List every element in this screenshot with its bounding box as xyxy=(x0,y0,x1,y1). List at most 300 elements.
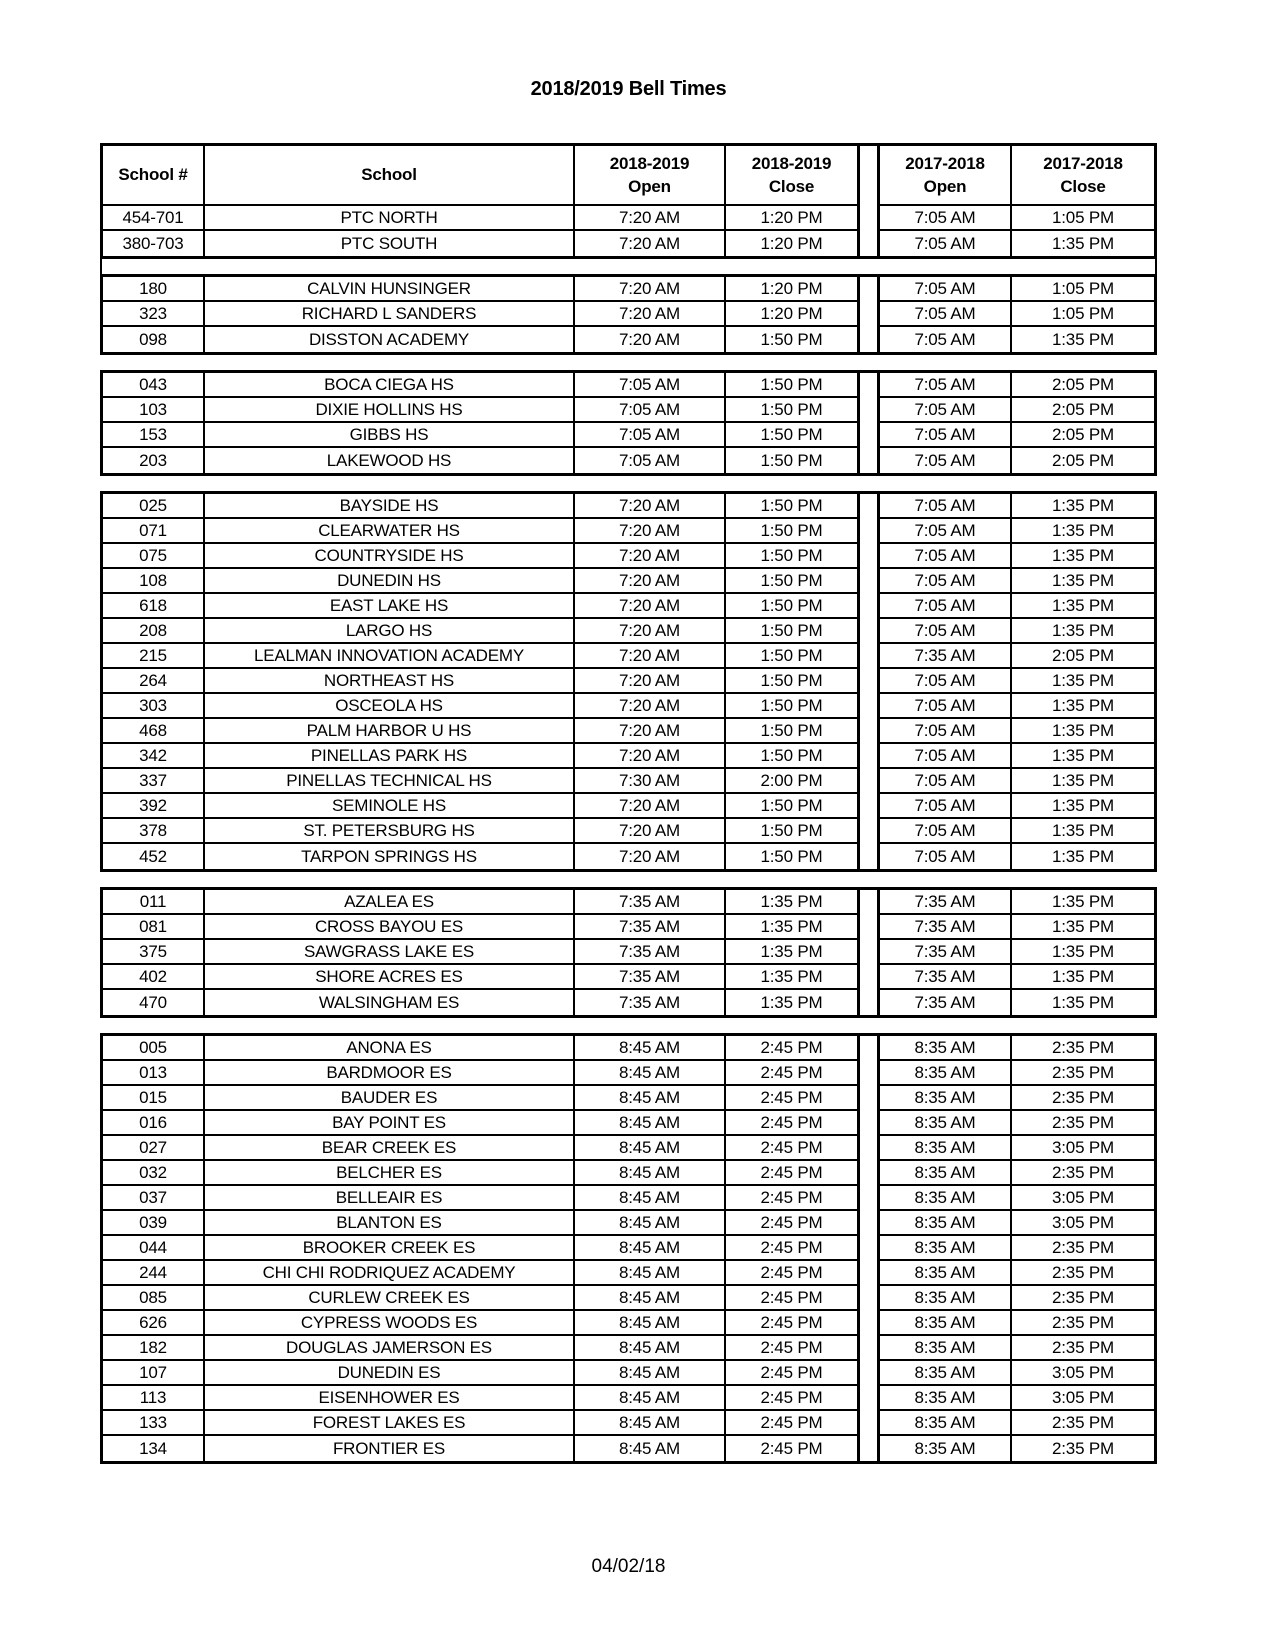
open-2018-cell: 7:35 AM xyxy=(575,940,726,965)
table-row-left xyxy=(103,719,857,744)
block-gap xyxy=(100,1018,1157,1033)
school-number-cell: 468 xyxy=(103,719,205,744)
close-2017-cell: 1:35 PM xyxy=(1012,694,1154,719)
open-2017-cell: 8:35 AM xyxy=(880,1361,1012,1386)
school-number-cell: 103 xyxy=(103,398,205,423)
open-2018-cell: 7:05 AM xyxy=(575,448,726,473)
page-title: 2018/2019 Bell Times xyxy=(530,78,727,100)
school-name-cell: SAWGRASS LAKE ES xyxy=(205,940,575,965)
school-number-cell: 626 xyxy=(103,1311,205,1336)
open-2017-cell: 7:05 AM xyxy=(880,794,1012,819)
school-name-cell: LARGO HS xyxy=(205,619,575,644)
close-2017-cell: 2:35 PM xyxy=(1012,1311,1154,1336)
table-row-left xyxy=(103,940,857,965)
school-number-cell: 134 xyxy=(103,1436,205,1461)
open-2017-cell: 8:35 AM xyxy=(880,1111,1012,1136)
close-2017-cell: 1:35 PM xyxy=(1012,890,1154,915)
table-block-left xyxy=(103,146,857,256)
school-name-cell: BEAR CREEK ES xyxy=(205,1136,575,1161)
open-2017-cell: 7:05 AM xyxy=(880,327,1012,352)
close-2017-cell: 2:35 PM xyxy=(1012,1286,1154,1311)
close-2018-cell: 1:50 PM xyxy=(726,569,857,594)
open-2018-cell: 8:45 AM xyxy=(575,1186,726,1211)
close-2017-cell: 2:35 PM xyxy=(1012,1336,1154,1361)
open-2017-cell: 7:35 AM xyxy=(880,990,1012,1015)
table-row-left xyxy=(103,1411,857,1436)
school-name-cell: RICHARD L SANDERS xyxy=(205,302,575,327)
school-number-cell: 454-701 xyxy=(103,206,205,231)
close-2017-cell: 2:05 PM xyxy=(1052,450,1114,470)
school-name-cell: DIXIE HOLLINS HS xyxy=(205,398,575,423)
open-2017-cell: 8:35 AM xyxy=(880,1286,1012,1311)
close-2018-cell: 1:20 PM xyxy=(760,233,823,253)
school-name-cell: PINELLAS TECHNICAL HS xyxy=(205,769,575,794)
table-row-left xyxy=(103,277,857,302)
school-name-cell: BOCA CIEGA HS xyxy=(205,373,575,398)
close-2017-cell: 1:35 PM xyxy=(1012,619,1154,644)
close-2017-cell: 1:35 PM xyxy=(1052,329,1114,349)
table-row-right xyxy=(880,1186,1154,1211)
table-header-row-left xyxy=(103,146,857,206)
school-number-cell: 452 xyxy=(103,844,205,869)
close-2018-cell: 1:35 PM xyxy=(726,940,857,965)
table-spacer-column xyxy=(857,494,880,869)
table-row-right xyxy=(880,373,1154,398)
close-2017-cell: 2:35 PM xyxy=(1012,1261,1154,1286)
table-row-right xyxy=(880,398,1154,423)
open-2017-cell: 7:05 AM xyxy=(880,373,1012,398)
close-2018-cell: 1:35 PM xyxy=(726,915,857,940)
close-2017-cell: 2:05 PM xyxy=(1012,644,1154,669)
header-close-2018-label: Close xyxy=(768,177,815,196)
table-spacer-column xyxy=(857,373,880,473)
close-2018-cell: 1:20 PM xyxy=(726,277,857,302)
table-row-left xyxy=(103,644,857,669)
school-name-cell: EAST LAKE HS xyxy=(205,594,575,619)
open-2017-cell: 7:05 AM xyxy=(880,448,1012,473)
close-2018-cell: 2:45 PM xyxy=(726,1386,857,1411)
close-2017-cell: 1:35 PM xyxy=(1012,569,1154,594)
school-number-cell: 005 xyxy=(103,1036,205,1061)
table-block-left xyxy=(103,277,857,352)
close-2018-cell: 2:45 PM xyxy=(726,1236,857,1261)
school-number-cell: 208 xyxy=(103,619,205,644)
school-number-cell: 264 xyxy=(103,669,205,694)
open-2017-cell: 7:05 AM xyxy=(880,423,1012,448)
open-2017-cell: 7:05 AM xyxy=(880,819,1012,844)
header-close-2018 xyxy=(726,146,857,206)
school-number-cell: 027 xyxy=(103,1136,205,1161)
open-2018-cell: 8:45 AM xyxy=(575,1286,726,1311)
close-2017-cell: 3:05 PM xyxy=(1012,1136,1154,1161)
school-name-cell: CLEARWATER HS xyxy=(205,519,575,544)
close-2018-cell: 1:50 PM xyxy=(726,644,857,669)
table-row-right xyxy=(880,669,1154,694)
school-name-cell: PTC NORTH xyxy=(205,206,575,231)
table-row-right xyxy=(880,1311,1154,1336)
open-2018-cell: 7:20 AM xyxy=(575,794,726,819)
table-block-right xyxy=(880,277,1154,352)
table-row-right xyxy=(880,1211,1154,1236)
close-2018-cell: 1:20 PM xyxy=(726,302,857,327)
school-number-cell: 071 xyxy=(103,519,205,544)
close-2017-cell: 2:35 PM xyxy=(1012,1111,1154,1136)
table-row-left xyxy=(103,423,857,448)
close-2018-cell: 1:50 PM xyxy=(760,450,823,470)
open-2018-cell: 7:20 AM xyxy=(575,594,726,619)
close-2018-cell: 1:50 PM xyxy=(726,494,857,519)
open-2018-cell: 7:20 AM xyxy=(575,644,726,669)
open-2017-cell: 7:35 AM xyxy=(880,644,1012,669)
table-block-right xyxy=(880,373,1154,473)
close-2018-cell: 1:50 PM xyxy=(760,329,823,349)
table-row-left xyxy=(103,494,857,519)
open-2018-cell: 7:35 AM xyxy=(575,915,726,940)
open-2018-cell: 8:45 AM xyxy=(575,1361,726,1386)
close-2018-cell: 1:20 PM xyxy=(726,206,857,231)
open-2017-cell: 7:05 AM xyxy=(880,398,1012,423)
table-row-right xyxy=(880,1236,1154,1261)
open-2017-cell: 7:35 AM xyxy=(880,940,1012,965)
school-number-cell: 618 xyxy=(103,594,205,619)
open-2018-cell: 7:20 AM xyxy=(575,669,726,694)
close-2018-cell: 1:50 PM xyxy=(726,819,857,844)
school-number-cell: 025 xyxy=(103,494,205,519)
close-2017-cell: 2:35 PM xyxy=(1052,1438,1114,1458)
open-2017-cell: 7:05 AM xyxy=(880,619,1012,644)
table-block-left xyxy=(103,890,857,1015)
open-2017-cell: 8:35 AM xyxy=(880,1211,1012,1236)
table-row-right xyxy=(880,1061,1154,1086)
table-row-left xyxy=(103,1436,857,1461)
table-header-row-right xyxy=(880,146,1154,206)
open-2018-cell: 7:05 AM xyxy=(575,423,726,448)
open-2017-cell: 8:35 AM xyxy=(880,1061,1012,1086)
open-2018-cell: 8:45 AM xyxy=(575,1136,726,1161)
close-2017-cell: 1:35 PM xyxy=(1012,744,1154,769)
open-2018-cell: 8:45 AM xyxy=(575,1236,726,1261)
table-row-left xyxy=(103,844,857,869)
table-row-left xyxy=(103,1161,857,1186)
school-number-cell: 013 xyxy=(103,1061,205,1086)
table-row-right xyxy=(880,915,1154,940)
close-2018-cell: 1:50 PM xyxy=(726,669,857,694)
close-2017-cell: 2:35 PM xyxy=(1012,1236,1154,1261)
table-row-right xyxy=(880,844,1154,869)
school-number-cell: 402 xyxy=(103,965,205,990)
school-name-cell: BARDMOOR ES xyxy=(205,1061,575,1086)
close-2017-cell: 2:05 PM xyxy=(1012,398,1154,423)
school-name-cell: ST. PETERSBURG HS xyxy=(205,819,575,844)
school-name-cell: EISENHOWER ES xyxy=(205,1386,575,1411)
open-2018-cell: 8:45 AM xyxy=(575,1161,726,1186)
open-2018-cell: 7:35 AM xyxy=(575,990,726,1015)
close-2018-cell: 1:50 PM xyxy=(726,373,857,398)
table-row-right xyxy=(880,544,1154,569)
school-name-cell: PTC SOUTH xyxy=(205,231,575,256)
header-close-2018-year: 2018-2019 xyxy=(751,154,832,173)
close-2018-cell: 1:35 PM xyxy=(760,992,823,1012)
table-row-left xyxy=(103,1236,857,1261)
table-row-right xyxy=(880,794,1154,819)
table-spacer-column xyxy=(857,277,880,352)
open-2017-cell: 7:05 AM xyxy=(880,694,1012,719)
close-2018-cell: 2:45 PM xyxy=(726,1086,857,1111)
table-block xyxy=(100,274,1157,355)
close-2018-cell: 1:50 PM xyxy=(726,719,857,744)
close-2017-cell: 1:35 PM xyxy=(1012,940,1154,965)
school-number-cell: 380-703 xyxy=(103,231,205,256)
table-row-right xyxy=(880,619,1154,644)
table-row-left xyxy=(103,794,857,819)
close-2017-cell: 1:35 PM xyxy=(1012,669,1154,694)
close-2018-cell: 1:50 PM xyxy=(726,544,857,569)
school-name-cell: BAUDER ES xyxy=(205,1086,575,1111)
open-2017-cell: 7:05 AM xyxy=(880,519,1012,544)
table-block xyxy=(100,1033,1157,1464)
school-name-cell: BAY POINT ES xyxy=(205,1111,575,1136)
block-gap xyxy=(100,476,1157,491)
table-row-right xyxy=(880,744,1154,769)
open-2018-cell: 7:20 AM xyxy=(575,694,726,719)
table-row-left xyxy=(103,1261,857,1286)
table-block-right xyxy=(880,494,1154,869)
open-2018-cell: 8:45 AM xyxy=(575,1036,726,1061)
table-row-left xyxy=(103,373,857,398)
table-spacer-column xyxy=(857,890,880,1015)
open-2017-cell: 7:05 AM xyxy=(880,844,1012,869)
table-row-right xyxy=(880,1436,1154,1461)
table-row-left xyxy=(103,327,857,352)
close-2018-cell: 1:50 PM xyxy=(726,744,857,769)
header-open-2017-label: Open xyxy=(923,177,967,196)
school-name-cell: BAYSIDE HS xyxy=(205,494,575,519)
table-block-right xyxy=(880,890,1154,1015)
table-block-left xyxy=(103,373,857,473)
table-row-right xyxy=(880,206,1154,231)
table-row-right xyxy=(880,448,1154,473)
close-2017-cell: 1:35 PM xyxy=(1012,544,1154,569)
header-close-2017-year: 2017-2018 xyxy=(1043,154,1123,173)
table-row-left xyxy=(103,694,857,719)
school-number-cell: 098 xyxy=(103,327,205,352)
school-name-cell: CHI CHI RODRIQUEZ ACADEMY xyxy=(205,1261,575,1286)
school-name-cell: OSCEOLA HS xyxy=(205,694,575,719)
table-row-left xyxy=(103,1086,857,1111)
table-block-right xyxy=(880,1036,1154,1461)
open-2017-cell: 7:05 AM xyxy=(880,719,1012,744)
school-number-cell: 107 xyxy=(103,1361,205,1386)
table-row-left xyxy=(103,1336,857,1361)
school-number-cell: 153 xyxy=(103,423,205,448)
school-name-cell: PALM HARBOR U HS xyxy=(205,719,575,744)
table-row-left xyxy=(103,1361,857,1386)
school-name-cell: GIBBS HS xyxy=(205,423,575,448)
close-2018-cell: 2:45 PM xyxy=(760,1438,823,1458)
school-number-cell: 180 xyxy=(103,277,205,302)
footer-date: 04/02/18 xyxy=(591,1556,666,1577)
school-name-cell: LAKEWOOD HS xyxy=(205,448,575,473)
table-spacer-column xyxy=(857,146,880,256)
school-number-cell: 032 xyxy=(103,1161,205,1186)
table-row-right xyxy=(880,1386,1154,1411)
school-number-cell: 337 xyxy=(103,769,205,794)
table-row-left xyxy=(103,965,857,990)
open-2017-cell: 7:35 AM xyxy=(880,965,1012,990)
school-name-cell: BROOKER CREEK ES xyxy=(205,1236,575,1261)
open-2018-cell: 8:45 AM xyxy=(575,1386,726,1411)
open-2017-cell: 8:35 AM xyxy=(880,1336,1012,1361)
table-row-left xyxy=(103,1061,857,1086)
header-school: School xyxy=(205,146,575,206)
school-number-cell: 470 xyxy=(103,990,205,1015)
close-2017-cell: 1:05 PM xyxy=(1012,302,1154,327)
school-number-cell: 044 xyxy=(103,1236,205,1261)
header-open-2018-label: Open xyxy=(628,177,671,196)
close-2018-cell: 2:45 PM xyxy=(726,1286,857,1311)
close-2018-cell: 1:50 PM xyxy=(726,594,857,619)
close-2018-cell: 2:45 PM xyxy=(726,1061,857,1086)
close-2018-cell: 2:45 PM xyxy=(726,1111,857,1136)
school-number-cell: 075 xyxy=(103,544,205,569)
table-row-right xyxy=(880,231,1154,256)
school-name-cell: DOUGLAS JAMERSON ES xyxy=(205,1336,575,1361)
open-2018-cell: 8:45 AM xyxy=(575,1111,726,1136)
close-2018-cell: 1:50 PM xyxy=(726,694,857,719)
school-name-cell: COUNTRYSIDE HS xyxy=(205,544,575,569)
open-2017-cell: 7:05 AM xyxy=(880,669,1012,694)
open-2017-cell: 8:35 AM xyxy=(880,1161,1012,1186)
header-close-2017 xyxy=(1012,146,1154,206)
table-block xyxy=(100,143,1157,259)
table-row-right xyxy=(880,1036,1154,1061)
school-number-cell: 378 xyxy=(103,819,205,844)
close-2017-cell: 1:35 PM xyxy=(1012,519,1154,544)
table-row-left xyxy=(103,448,857,473)
close-2017-cell: 1:35 PM xyxy=(1052,233,1114,253)
school-name-cell: CYPRESS WOODS ES xyxy=(205,1311,575,1336)
table-row-left xyxy=(103,1311,857,1336)
school-name-cell: NORTHEAST HS xyxy=(205,669,575,694)
close-2017-cell: 3:05 PM xyxy=(1012,1386,1154,1411)
open-2018-cell: 7:20 AM xyxy=(575,819,726,844)
school-number-cell: 182 xyxy=(103,1336,205,1361)
block-gap xyxy=(100,355,1157,370)
close-2017-cell: 2:35 PM xyxy=(1012,1161,1154,1186)
open-2018-cell: 7:20 AM xyxy=(575,494,726,519)
table-row-right xyxy=(880,423,1154,448)
close-2017-cell: 1:35 PM xyxy=(1012,769,1154,794)
table-row-right xyxy=(880,965,1154,990)
close-2017-cell: 1:35 PM xyxy=(1012,719,1154,744)
school-number-cell: 244 xyxy=(103,1261,205,1286)
table-block-left xyxy=(103,494,857,869)
school-number-cell: 342 xyxy=(103,744,205,769)
open-2018-cell: 8:45 AM xyxy=(575,1336,726,1361)
table-row-left xyxy=(103,231,857,256)
table-row-left xyxy=(103,1036,857,1061)
open-2018-cell: 7:35 AM xyxy=(575,890,726,915)
open-2017-cell: 7:05 AM xyxy=(880,744,1012,769)
table-row-right xyxy=(880,1136,1154,1161)
table-row-right xyxy=(880,494,1154,519)
close-2017-cell: 3:05 PM xyxy=(1012,1211,1154,1236)
header-open-2018 xyxy=(575,146,726,206)
open-2018-cell: 7:20 AM xyxy=(575,302,726,327)
open-2017-cell: 7:05 AM xyxy=(880,494,1012,519)
close-2017-cell: 2:05 PM xyxy=(1012,423,1154,448)
close-2017-cell: 2:35 PM xyxy=(1012,1411,1154,1436)
school-number-cell: 323 xyxy=(103,302,205,327)
open-2018-cell: 7:20 AM xyxy=(575,619,726,644)
close-2017-cell: 1:05 PM xyxy=(1012,277,1154,302)
close-2017-cell: 1:35 PM xyxy=(1012,819,1154,844)
close-2017-cell: 1:35 PM xyxy=(1012,794,1154,819)
school-number-cell: 016 xyxy=(103,1111,205,1136)
table-row-left xyxy=(103,1186,857,1211)
table-row-right xyxy=(880,302,1154,327)
close-2017-cell: 2:05 PM xyxy=(1012,373,1154,398)
close-2018-cell: 1:50 PM xyxy=(726,794,857,819)
close-2018-cell: 2:45 PM xyxy=(726,1336,857,1361)
open-2017-cell: 7:05 AM xyxy=(880,277,1012,302)
close-2018-cell: 2:45 PM xyxy=(726,1411,857,1436)
school-name-cell: FRONTIER ES xyxy=(205,1436,575,1461)
table-row-right xyxy=(880,327,1154,352)
open-2017-cell: 8:35 AM xyxy=(880,1311,1012,1336)
table-row-right xyxy=(880,1086,1154,1111)
close-2017-cell: 2:35 PM xyxy=(1012,1086,1154,1111)
school-number-cell: 015 xyxy=(103,1086,205,1111)
open-2018-cell: 8:45 AM xyxy=(575,1411,726,1436)
school-number-cell: 108 xyxy=(103,569,205,594)
school-number-cell: 113 xyxy=(103,1386,205,1411)
table-row-left xyxy=(103,744,857,769)
table-row-right xyxy=(880,1361,1154,1386)
table-row-right xyxy=(880,719,1154,744)
table-row-left xyxy=(103,1136,857,1161)
table-row-left xyxy=(103,302,857,327)
open-2018-cell: 7:20 AM xyxy=(575,719,726,744)
open-2017-cell: 7:05 AM xyxy=(880,544,1012,569)
school-name-cell: FOREST LAKES ES xyxy=(205,1411,575,1436)
table-row-right xyxy=(880,569,1154,594)
table-row-right xyxy=(880,1111,1154,1136)
open-2017-cell: 8:35 AM xyxy=(880,1136,1012,1161)
open-2017-cell: 7:05 AM xyxy=(880,206,1012,231)
close-2017-cell: 1:35 PM xyxy=(1012,494,1154,519)
school-name-cell: SEMINOLE HS xyxy=(205,794,575,819)
school-name-cell: BELCHER ES xyxy=(205,1161,575,1186)
school-name-cell: WALSINGHAM ES xyxy=(205,990,575,1015)
open-2017-cell: 8:35 AM xyxy=(880,1036,1012,1061)
close-2018-cell: 2:45 PM xyxy=(726,1161,857,1186)
table-row-right xyxy=(880,1261,1154,1286)
school-number-cell: 133 xyxy=(103,1411,205,1436)
table-row-right xyxy=(880,644,1154,669)
table-row-left xyxy=(103,1386,857,1411)
close-2018-cell: 2:00 PM xyxy=(726,769,857,794)
close-2017-cell: 2:35 PM xyxy=(1012,1061,1154,1086)
school-number-cell: 392 xyxy=(103,794,205,819)
open-2018-cell: 7:30 AM xyxy=(575,769,726,794)
open-2018-cell: 8:45 AM xyxy=(575,1211,726,1236)
open-2017-cell: 8:35 AM xyxy=(880,1236,1012,1261)
table-row-right xyxy=(880,890,1154,915)
open-2018-cell: 8:45 AM xyxy=(575,1061,726,1086)
table-block xyxy=(100,370,1157,476)
header-open-2017 xyxy=(880,146,1012,206)
